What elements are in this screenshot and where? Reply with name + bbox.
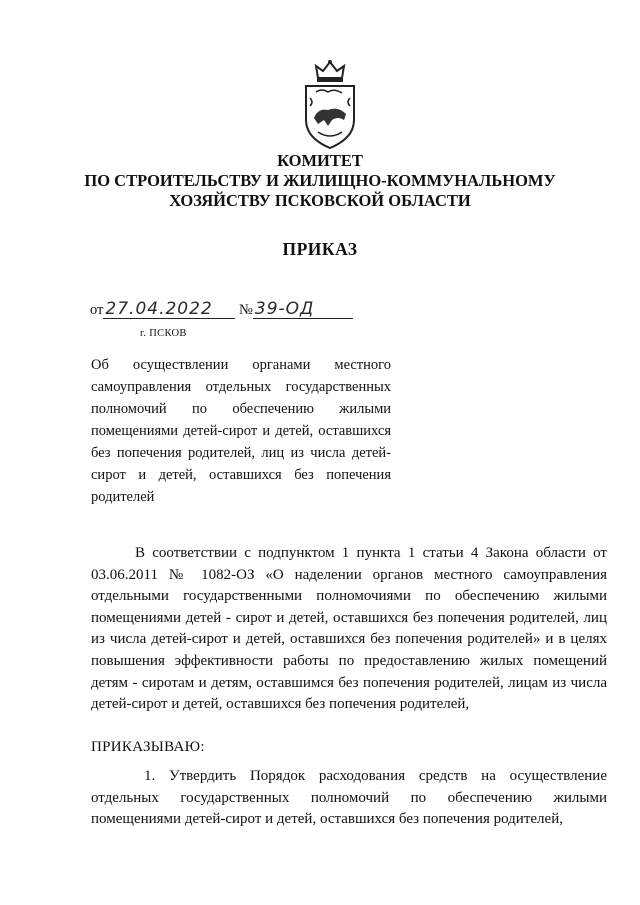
header-line-1: КОМИТЕТ [277, 151, 363, 170]
order-meta-row [90, 300, 353, 319]
header-line-3: ХОЗЯЙСТВУ ПСКОВСКОЙ ОБЛАСТИ [169, 191, 471, 210]
order-date: 27.04.2022 [103, 300, 235, 319]
number-label: № [239, 302, 253, 318]
decree-word: ПРИКАЗЫВАЮ: [91, 739, 205, 755]
header-line-2: ПО СТРОИТЕЛЬСТВУ И ЖИЛИЩНО-КОММУНАЛЬНОМУ [84, 171, 556, 190]
pskov-coat-of-arms-emblem [298, 58, 362, 150]
document-title: ПРИКАЗ [282, 239, 358, 259]
city-label: г. ПСКОВ [140, 328, 187, 339]
preamble-paragraph: В соответствии с подпунктом 1 пункта 1 статьи 4 Закона области от 03.06.2011 № 1082-ОЗ «О наделении органов местного самоуправления отдельными государственными полномочиями по обеспечению жилыми помещениями детей - сирот и детей, оставшихся без попечения родителей, лиц из числа детей-сирот и детей, оставшихся без попечения родителей» и в целях повышения эффективности работы по предоставлению жилых помещений детям - сиротам и детям, оставшимся без попечения родителей, лицам из числа детей-сирот и детей, оставшихся без попечения родителей, [91, 545, 607, 713]
date-label: от [90, 302, 104, 318]
item-1-paragraph: 1. Утвердить Порядок расходования средств на осуществление отдельных государственных полномочий по обеспечению жилыми помещениями детей-сирот и детей, оставшихся без попечения родителей, [91, 768, 607, 828]
order-number: 39-ОД [253, 300, 353, 319]
order-subject: Об осуществлении органами местного самоуправления отдельных государственных полномочий по обеспечению жилыми помещениями детей-сирот и детей, оставшихся без попечения родителей, лиц из числа детей-сирот и детей, оставшихся без попечения родителей [91, 357, 391, 505]
